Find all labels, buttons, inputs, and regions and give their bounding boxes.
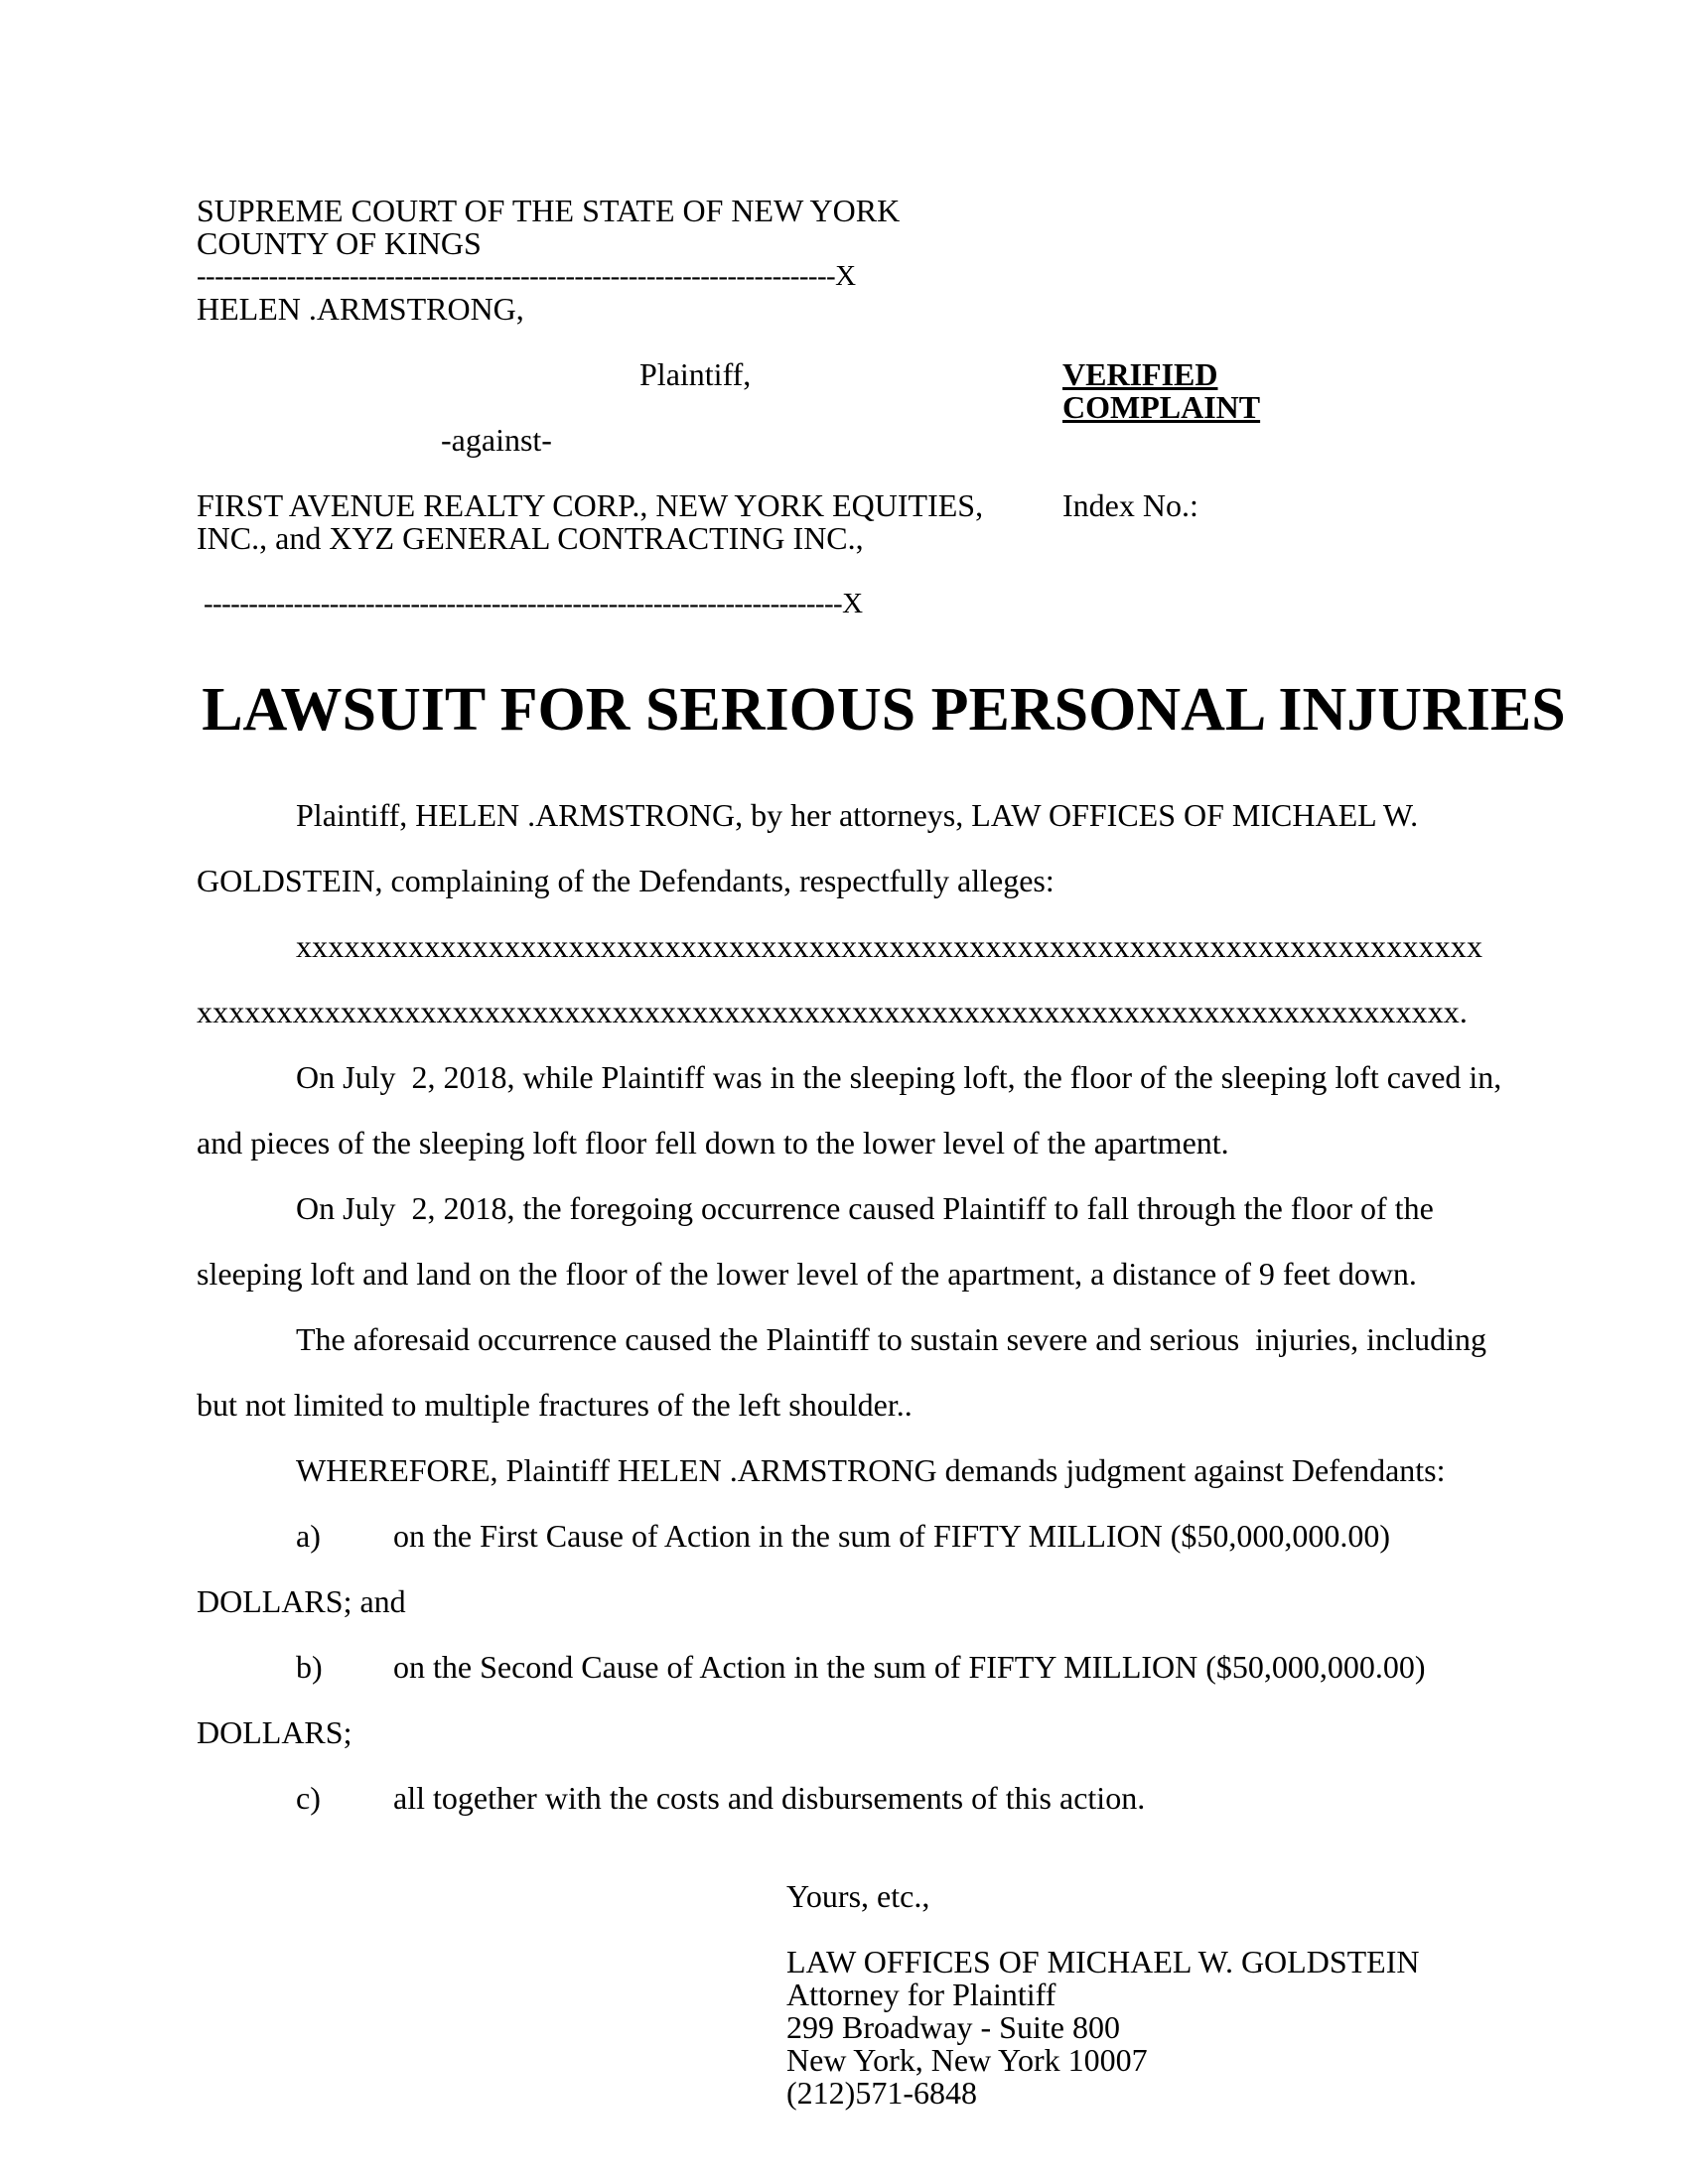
paragraph-incident-line1: On July 2, 2018, while Plaintiff was in the sleeping loft, the floor of the sleeping loft caved in,	[296, 1059, 1502, 1095]
plaintiff-role: Plaintiff,	[639, 356, 752, 392]
county-name: COUNTY OF KINGS	[197, 225, 482, 261]
item-a-continuation: DOLLARS; and	[197, 1583, 406, 1619]
court-name: SUPREME COURT OF THE STATE OF NEW YORK	[197, 193, 901, 228]
item-b-text: on the Second Cause of Action in the sum of FIFTY MILLION ($50,000,000.00)	[393, 1649, 1426, 1685]
item-b-label: b)	[296, 1649, 323, 1685]
item-c-label: c)	[296, 1780, 321, 1816]
attorney-role: Attorney for Plaintiff	[786, 1977, 1056, 2012]
item-a-label: a)	[296, 1518, 321, 1554]
index-number-label: Index No.:	[1062, 487, 1198, 523]
paragraph-incident-line2: and pieces of the sleeping loft floor fell down to the lower level of the apartment.	[197, 1125, 1229, 1160]
paragraph-intro-line2: GOLDSTEIN, complaining of the Defendants, respectfully alleges:	[197, 863, 1055, 898]
defendants-line1: FIRST AVENUE REALTY CORP., NEW YORK EQUITIES,	[197, 487, 984, 523]
against-label: -against-	[441, 422, 552, 458]
item-b-continuation: DOLLARS;	[197, 1714, 352, 1750]
paragraph-fall-line1: On July 2, 2018, the foregoing occurrence caused Plaintiff to fall through the floor of the	[296, 1190, 1434, 1226]
paragraph-fall-line2: sleeping loft and land on the floor of the lower level of the apartment, a distance of 9 feet down.	[197, 1256, 1417, 1292]
caption-separator-bottom: -----------------------------------------------------------------------X	[204, 588, 863, 619]
paragraph-intro-line1: Plaintiff, HELEN .ARMSTRONG, by her attorneys, LAW OFFICES OF MICHAEL W.	[296, 797, 1419, 833]
caption-separator-top: -----------------------------------------------------------------------X	[197, 260, 856, 292]
address-line1: 299 Broadway - Suite 800	[786, 2009, 1120, 2045]
item-c-text: all together with the costs and disbursements of this action.	[393, 1780, 1146, 1816]
plaintiff-name: HELEN .ARMSTRONG,	[197, 291, 524, 327]
doc-type-line2: COMPLAINT	[1062, 389, 1261, 425]
closing: Yours, etc.,	[786, 1878, 930, 1914]
paragraph-injuries-line1: The aforesaid occurrence caused the Plaintiff to sustain severe and serious injuries, including	[296, 1321, 1487, 1357]
defendants-line2: INC., and XYZ GENERAL CONTRACTING INC.,	[197, 520, 864, 556]
paragraph-redacted-line1: xxxxxxxxxxxxxxxxxxxxxxxxxxxxxxxxxxxxxxxxxxxxxxxxxxxxxxxxxxxxxxxxxxxxxxxxxx	[296, 928, 1483, 964]
phone-number: (212)571-6848	[786, 2075, 977, 2111]
address-line2: New York, New York 10007	[786, 2042, 1148, 2078]
doc-type-line1: VERIFIED	[1062, 356, 1218, 392]
wherefore-clause: WHEREFORE, Plaintiff HELEN .ARMSTRONG demands judgment against Defendants:	[296, 1452, 1446, 1488]
paragraph-redacted-line2: xxxxxxxxxxxxxxxxxxxxxxxxxxxxxxxxxxxxxxxxxxxxxxxxxxxxxxxxxxxxxxxxxxxxxxxxxxxxxxx.	[197, 994, 1468, 1029]
firm-name: LAW OFFICES OF MICHAEL W. GOLDSTEIN	[786, 1944, 1420, 1979]
paragraph-injuries-line2: but not limited to multiple fractures of the left shoulder..	[197, 1387, 913, 1423]
item-a-text: on the First Cause of Action in the sum of FIFTY MILLION ($50,000,000.00)	[393, 1518, 1391, 1554]
document-title: LAWSUIT FOR SERIOUS PERSONAL INJURIES	[202, 676, 1566, 744]
